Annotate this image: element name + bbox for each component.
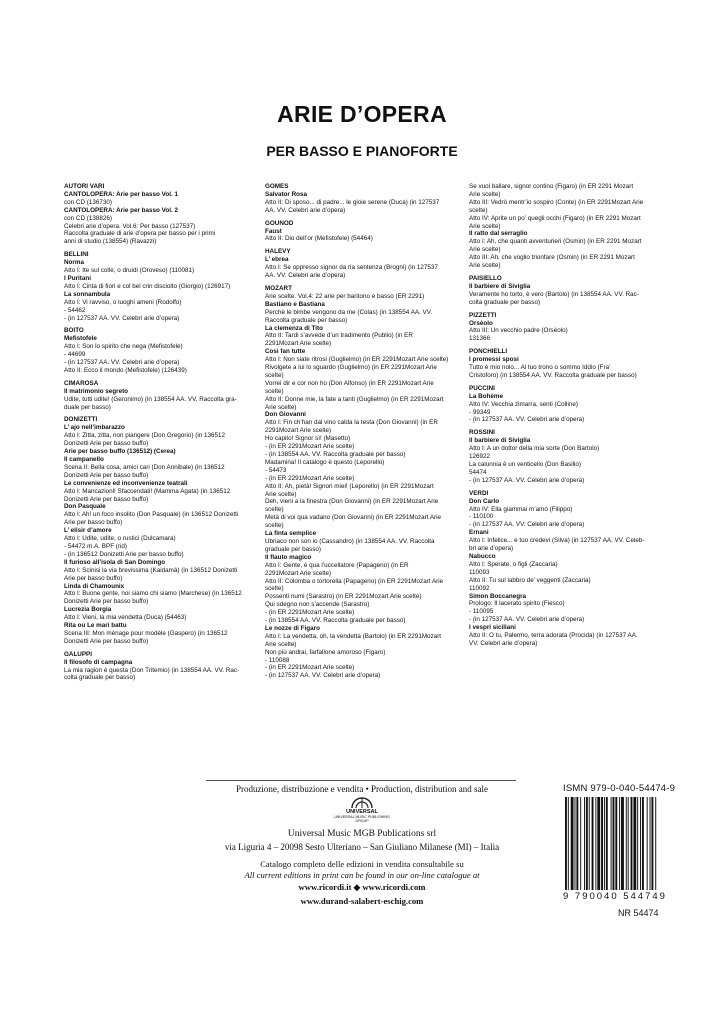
work-title: L’ elisir d’amore [64, 527, 112, 535]
work-title: CANTOLOPERA: Arie per basso Vol. 2 [64, 206, 178, 214]
work-title: La finta semplice [265, 530, 317, 538]
work-title: I vespri siciliani [469, 624, 516, 632]
work-title: Nabucco [469, 552, 496, 560]
catalog-entry: Atto I: Buone gente, noi siamo chi siamo (Marchese) (in 136512 [64, 590, 242, 598]
barcode-bar [595, 797, 596, 890]
catalog-entry: Atto I: Fin ch’han dal vino calda la testa (Don Giovanni) (in ER [265, 419, 438, 427]
catalog-entry: Atto II: Tu sul labbro de’ veggenti (Zaccaria) [469, 576, 591, 584]
catalog-entry: 2291Mozart Arie scelte) [265, 427, 332, 435]
catalog-entry: Atto I: Ite sul colle, o druidi (Oroveso) (110081) [64, 267, 195, 275]
catalog-entry: scelte) [265, 522, 284, 530]
barcode-bar [571, 797, 574, 890]
catalog-column-2 [265, 183, 457, 680]
catalog-entry: 2291Mozart Arie scelte) [265, 340, 332, 348]
catalog-entry: La calunnia è un venticello (Don Basilio) [469, 461, 582, 468]
catalog-entry: 126922 [469, 453, 491, 461]
catalog-entry: Perchè le bimbe vengono da me (Colas) (in 138554 AA. VV. [265, 308, 433, 316]
barcode-bar [651, 797, 653, 890]
catalog-entry: Atto I: Non siate ritrosi (Guglielmo) (in ER 2291Mozart Arie scelte) [265, 356, 449, 364]
barcode-bar [565, 797, 567, 890]
page-subtitle: PER BASSO E PIANOFORTE [266, 143, 458, 159]
catalog-entry: Atto I: Vieni, la mia vendetta (Duca) (54463) [64, 614, 187, 622]
catalog-entry: La mia ragion è questa (Don Tritemio) (in 138554 AA. VV. Rac- [64, 666, 240, 674]
catalog-entry: AA. VV. Celebri arie d’opera) [265, 206, 346, 214]
catalog-entry: Raccolta graduale di arie d’opera per basso per i primi [64, 230, 216, 238]
work-title: La clemenza di Tito [265, 324, 323, 332]
composer-heading: VERDI [469, 489, 489, 497]
catalog-entry: Atto I: Sperate, o figli (Zaccaria) [469, 560, 558, 568]
barcode-digits: 9 790040 544749 [563, 891, 667, 902]
catalog-entry: - (in 138554 AA. VV. Raccolta graduale per basso) [265, 617, 406, 625]
company-address: via Liguria 4 – 20098 Sesto Ulteriano – San Giuliano Milanese (MI) – Italia [224, 842, 500, 852]
work-title: Linda di Chamounix [64, 582, 125, 590]
catalog-entry: Atto I: A un dottor della mia sorte (Don Bartolo) [469, 445, 600, 453]
catalog-entry: Arie scelte) [265, 490, 297, 498]
footer-divider [206, 780, 516, 781]
work-title: Lucrezia Borgia [64, 606, 112, 614]
catalog-entry: Metà di voi qua vadano (Don Giovanni) (in ER 2291Mozart Arie [265, 514, 442, 522]
catalog-column-1 [64, 183, 256, 682]
barcode-bar [621, 797, 624, 890]
work-title: Il furioso all’isola di San Domingo [64, 558, 166, 566]
production-line: Produzione, distribuzione e vendita • Production, distribution and sale [235, 784, 489, 794]
catalog-entry: VV. Celebri arie d’opera) [469, 639, 538, 647]
catalog-entry: - (in 127537 AA. VV. Celebri arie d’opera) [469, 616, 585, 624]
catalog-entry: Atto I: Gente, è qua l’uccellatore (Papageno) (in ER [265, 561, 409, 569]
catalog-entry: Atto I: Cinta di fiori e col bel crin disciolto (Giorgio) (126917) [64, 282, 231, 290]
catalog-entry: Atto II: Tardi s’avvede d’un tradimento (Publio) (in ER [265, 332, 413, 340]
catalog-entry: colta graduale per basso) [469, 298, 541, 306]
catalog-entry: Atto II: O tu, Palermo, terra adorata (Procida) (in 127537 AA. [469, 632, 638, 640]
ricordi-links[interactable]: www.ricordi.it ◆ www.ricordi.com [298, 882, 426, 892]
work-title: La sonnambula [64, 290, 111, 298]
catalog-entry: con CD (138826) [64, 214, 112, 222]
work-title: CANTOLOPERA: Arie per basso Vol. 1 [64, 190, 178, 198]
page-title: ARIE D’OPERA [277, 101, 447, 127]
catalog-entry: Atto I: Udite, udite, o rustici (Dulcamara) [64, 535, 176, 543]
catalog-entry: - 54472 m.A. BPF (rid) [64, 542, 127, 550]
barcode-bar [628, 797, 629, 890]
catalog-entry: Deh, vieni a la finestra (Don Giovanni) (in ER 2291Mozart Arie [265, 498, 439, 506]
catalog-entry: Scena III: Mon ménage pour modèle (Gaspero) (in 136512 [64, 629, 228, 637]
barcode-bar [640, 797, 641, 890]
catalog-entry: scelte) [265, 506, 284, 514]
catalog-entry: - 54473 [265, 466, 287, 474]
catalog-entry: Atto II: Colomba o tortorella (Papageno) (in ER 2291Mozart Arie [265, 577, 444, 585]
catalog-entry: 2291Mozart Arie scelte) [265, 569, 332, 577]
catalog-entry: Atto I: Zitta, zitta, non piangere (Don Gregorio) (in 136512 [64, 432, 226, 440]
catalog-entry: graduale per basso) [265, 545, 322, 553]
catalog-entry: Donizetti Arie per basso buffo) [64, 495, 149, 503]
composer-heading: PAISIELLO [469, 274, 502, 282]
catalog-entry: 131366 [469, 335, 491, 343]
work-title: Il flauto magico [265, 553, 312, 561]
work-title: Il barbiere di Siviglia [469, 282, 531, 290]
catalog-entry: Atto II: Donne mie, la fate a tanti (Guglielmo) (in ER 2291Mozart [265, 395, 444, 403]
composer-heading: AUTORI VARI [64, 183, 105, 190]
catalog-entry: scelte) [265, 387, 284, 395]
catalog-entry: Arie scelte) [469, 262, 501, 270]
catalog-entry: Atto II: Ah, pietà! Signori miei! (Leporello) (in ER 2291Mozart [265, 482, 434, 490]
catalog-entry: Possenti numi (Sarastro) (in ER 2291Mozart Arie scelte) [265, 593, 422, 601]
catalog-entry: Ho capito! Signor sì! (Masetto) [265, 435, 351, 443]
catalog-entry: Atto II: Ecco il mondo (Mefistofele) (126439) [64, 366, 187, 374]
catalog-entry: Udite, tutti udite! (Geronimo) (in 138554 AA. VV. Raccolta gra- [64, 395, 237, 403]
catalog-entry: Atto IV: Aprite un po’ quegli occhi (Figaro) (in ER 2291 Mozart [469, 214, 641, 222]
catalog-entry: Arie scelte) [469, 222, 501, 230]
catalog-entry: - 44699 [64, 351, 86, 359]
barcode-bar [568, 797, 569, 890]
catalog-entry: - (in ER 2291Mozart Arie scelte) [265, 474, 355, 482]
catalog-entry: 110092 [469, 584, 490, 592]
composer-heading: BELLINI [64, 251, 89, 259]
work-title: Le nozze di Figaro [265, 624, 320, 632]
catalog-entry: - (in ER 2291Mozart Arie scelte) [265, 664, 355, 672]
catalog-entry: Donizetti Arie per basso buffo) [64, 440, 149, 448]
catalog-note-en: All current editions in print can be found in our on-line catalogue at [244, 870, 480, 880]
durand-link[interactable]: www.durand-salabert-eschig.com [300, 896, 424, 906]
catalog-entry: Atto IV: Vecchia zimarra, senti (Colline) [469, 400, 578, 408]
catalog-entry: Rivolgete a lui lo sguardo (Guglielmo) (in ER 2291Mozart Arie [265, 364, 437, 372]
composer-heading: BOITO [64, 327, 84, 335]
work-title: Don Giovanni [265, 411, 306, 419]
catalog-entry: - (in 138554 AA. VV. Raccolta graduale per basso) [265, 451, 406, 458]
catalog-entry: duale per basso) [64, 403, 111, 411]
catalog-entry: Donizetti Arie per basso buffo) [64, 598, 149, 606]
globe-icon [351, 797, 373, 809]
catalog-entry: Arie scelte) [265, 640, 297, 648]
ismn-code: ISMN 979-0-040-54474-9 [563, 783, 676, 794]
barcode-bar [626, 797, 627, 890]
barcode-bar [613, 797, 615, 890]
composer-heading: PUCCINI [469, 384, 495, 392]
composer-heading: ROSSINI [469, 429, 495, 437]
catalog-entry: Vorrei dir e cor non ho (Don Alfonso) (in ER 2291Mozart Arie [265, 379, 434, 387]
barcode-bar [597, 797, 600, 890]
catalog-entry: 54474 [469, 468, 487, 476]
logo-subword: UNIVERSAL MUSIC PUBLISHING GROUP [334, 815, 390, 823]
composer-heading: MOZART [265, 284, 292, 292]
catalog-entry: anni di studio (138554) (Ravazzi) [64, 238, 157, 246]
catalog-entry: Atto I: La vendetta, oh, la vendetta (Bartolo) (in ER 2291Mozart [265, 632, 442, 640]
composer-heading: GOUNOD [265, 219, 294, 227]
catalog-entry: - (in 127537 AA. VV. Celebri arie d’opera) [469, 521, 585, 529]
barcode-bar [619, 797, 620, 890]
catalog-entry: Atto I: Ah! un foco insolito (Don Pasquale) (in 136512 Donizetti [64, 511, 239, 519]
catalog-entry: Atto I: Se oppresso signor da ria sentenza (Brogni) (in 127537 [265, 264, 438, 272]
catalog-entry: Scena II: Bella cosa, amici cari (Don Annibale) (in 136512 [64, 463, 225, 471]
catalog-entry: Atto II: Dio dell’or (Mefistofele) (54464) [265, 235, 373, 243]
company-name: Universal Music MGB Publications srl [287, 829, 437, 839]
catalog-entry: - (in 127537 AA. VV. Celebri arie d’opera) [64, 359, 180, 367]
work-title: Faust [265, 227, 282, 235]
barcode-bar [615, 797, 617, 890]
work-title: Rita ou Le mari battu [64, 622, 127, 630]
barcode [563, 797, 693, 890]
catalog-entry: scelte) [469, 206, 488, 214]
barcode-bar [633, 797, 636, 890]
catalog-entry: Atto III: Un vecchio padre (Orsèolo) [469, 327, 568, 335]
barcode-bar [601, 797, 603, 890]
catalog-entry: - 110100 [469, 513, 494, 521]
catalog-entry: Prologo: Il lacerato spirito (Fiesco) [469, 600, 565, 608]
catalog-entry: AA. VV. Celebri arie d’opera) [265, 272, 346, 280]
composer-heading: DONIZETTI [64, 416, 98, 424]
work-title: Arie per basso buffo (136512) (Cerea) [64, 448, 176, 456]
catalog-entry: Atto I: Ah, che quanti avventurieri (Osmin) (in ER 2291 Mozart [469, 238, 642, 246]
catalog-entry: Celebri arie d’opera. Vol.6: Per basso (127537) [64, 222, 196, 230]
catalog-entry: Arie per basso buffo) [64, 574, 123, 582]
work-title: Orsèolo [469, 319, 493, 327]
work-title: Bastiano e Bastiana [265, 300, 325, 308]
catalog-entry: con CD (136730) [64, 198, 112, 206]
work-title: Mefistofele [64, 335, 97, 343]
catalog-entry: Donizetti Arie per basso buffo) [64, 471, 149, 479]
barcode-bar [637, 797, 638, 890]
barcode-bar [589, 797, 590, 890]
work-title: I promessi sposi [469, 356, 519, 364]
catalog-entry: - (in 136512 Donizetti Arie per basso buffo) [64, 550, 184, 558]
work-title: L’ ebrea [265, 256, 289, 264]
barcode-bar [576, 797, 578, 890]
work-title: Il barbiere di Siviglia [469, 437, 531, 445]
composer-heading: PONCHIELLI [469, 348, 508, 356]
catalog-entry: Non più andrai, farfallone amoroso (Figaro) [265, 648, 386, 656]
catalog-entry: Arie scelte. Vol.4: 22 arie per baritono e basso (ER 2291) [265, 292, 425, 300]
work-title: L’ ajo nell’imbarazzo [64, 424, 125, 432]
catalog-entry: - 99349 [469, 408, 491, 416]
catalog-entry: Atto I: Infelice... e tuo credevi (Silva) (in 127537 AA. VV. Celeb- [469, 537, 645, 545]
catalog-entry: - (in ER 2291Mozart Arie scelte) [265, 443, 355, 451]
catalog-entry: - (in 127537 AA. VV. Celebri arie d’opera) [469, 476, 585, 484]
catalog-number: NR 54474 [618, 908, 659, 918]
catalog-note-it: Catalogo completo delle edizioni in vendita consultabile su [260, 859, 464, 869]
catalog-entry: - (in ER 2291Mozart Arie scelte) [265, 609, 355, 617]
catalog-entry: 110093 [469, 568, 490, 576]
catalog-entry: Arie scelte) [265, 403, 297, 411]
work-title: Don Carlo [469, 497, 500, 505]
catalog-entry: Veramente ho torto, è vero (Bartolo) (in 138554 AA. VV. Rac- [469, 290, 639, 298]
catalog-entry: Tutto è mio nolo... Al tuo trono o sommo Iddio (Fra’ [469, 364, 611, 372]
barcode-bar [575, 797, 576, 890]
work-title: Il ratto dal serraglio [469, 230, 528, 238]
work-title: Il campanello [64, 456, 104, 463]
universal-music-logo [331, 797, 393, 827]
catalog-entry: Atto IV: Ella giammai m’amò (Filippo) [469, 505, 573, 513]
work-title: Il matrimonio segreto [64, 387, 129, 395]
composer-heading: CIMAROSA [64, 379, 99, 387]
catalog-entry: - (in 127537 AA. VV. Celebri arie d’opera) [469, 416, 585, 424]
catalog-entry: Arie scelte) [469, 190, 501, 198]
catalog-entry: Atto II: Di sposo... di padre... le gioie serene (Duca) (in 127537 [265, 198, 440, 206]
barcode-bar [606, 797, 608, 890]
catalog-entry: scelte) [265, 585, 284, 593]
catalog-column-3 [469, 183, 665, 648]
catalog-entry: Atto I: Mancazionl! Sfaccendati! (Mamma Agata) (in 136512 [64, 487, 231, 495]
catalog-entry: Ubriaco non son io (Cassandro) (in 138554 AA. VV. Raccolta [265, 537, 435, 545]
catalog-entry: Qui sdegno non s’accende (Sarastro) [265, 601, 370, 609]
logo-word: UNIVERSAL [346, 809, 378, 815]
catalog-entry: Donizetti Arie per basso buffo) [64, 637, 149, 645]
work-title: Ernani [469, 529, 489, 537]
catalog-entry: - (in 127537 AA. VV. Celebri arie d’opera) [265, 672, 381, 680]
barcode-bar [611, 797, 612, 890]
composer-heading: GALUPPI [64, 650, 92, 658]
work-title: Norma [64, 259, 84, 267]
catalog-entry: bri arie d’opera) [469, 545, 514, 553]
work-title: Salvator Rosa [265, 190, 307, 198]
catalog-entry: - 54462 [64, 306, 86, 314]
catalog-entry: - 110095 [469, 608, 494, 616]
barcode-bar [580, 797, 581, 890]
barcode-bar [584, 797, 585, 890]
catalog-entry: - (in 127537 AA. VV. Celebri arie d’opera) [64, 314, 180, 322]
catalog-entry: Atto I: Scinisi la via brevissima (Kaidamà) (in 136512 Donizetti [64, 566, 238, 574]
composer-heading: HALÉVY [265, 248, 291, 256]
barcode-bar [631, 797, 633, 890]
work-title: Le convenienze ed inconvenienze teatrali [64, 479, 188, 487]
barcode-bar [650, 797, 651, 890]
barcode-bar [592, 797, 594, 890]
barcode-bar [647, 797, 648, 890]
catalog-entry: colta graduale per basso) [64, 674, 136, 682]
catalog-entry: scelte) [265, 371, 284, 379]
barcode-bar [604, 797, 605, 890]
catalog-entry: Raccolta graduale per basso) [265, 316, 348, 324]
catalog-entry: - 110088 [265, 656, 290, 664]
work-title: I Puritani [64, 274, 91, 282]
catalog-entry: Atto I: Vi ravviso, o luoghi ameni (Rodolfo) [64, 298, 182, 306]
catalog-entry: Madamina! Il catalogo è questo (Leporello) [265, 458, 385, 466]
barcode-bar [586, 797, 588, 890]
work-title: Il filosofo di campagna [64, 658, 133, 666]
work-title: Così fan tutte [265, 348, 306, 356]
catalog-entry: Arie per basso buffo) [64, 519, 123, 527]
barcode-bar [642, 797, 644, 890]
catalog-entry: Atto III: Vedrò mentr’io sospiro (Conte) (in ER 2291Mozart Arie [469, 198, 644, 206]
work-title: Don Pasquale [64, 503, 106, 511]
work-title: Simon Boccanegra [469, 592, 527, 600]
catalog-entry: Atto I: Son lo spirito che nega (Mefistofele) [64, 343, 183, 351]
composer-heading: PIZZETTI [469, 311, 497, 319]
catalog-entry: Se vuol ballare, signor contino (Figaro) (in ER 2291 Mozart [469, 183, 634, 190]
catalog-entry: Atto III: Ah, che voglio trionfare (Osmin) (in ER 2291 Mozart [469, 254, 635, 262]
catalog-entry: Arie scelte) [469, 246, 501, 254]
catalog-entry: Cristoforo) (in 138554 AA. VV. Raccolta graduale per basso) [469, 371, 637, 379]
barcode-bar [655, 797, 656, 890]
work-title: La Bohème [469, 392, 503, 400]
composer-heading: GOMES [265, 183, 289, 190]
